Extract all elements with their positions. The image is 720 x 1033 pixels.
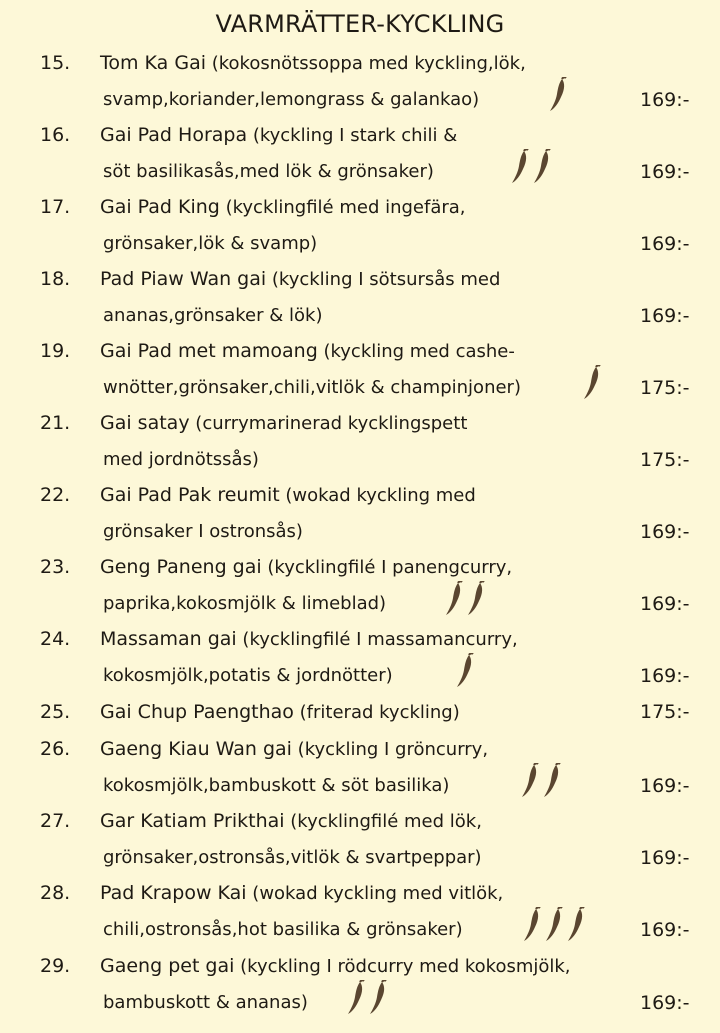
item-description-2: paprika,kokosmjölk & limeblad) bbox=[103, 593, 387, 614]
item-description-1: (kyckling I sötsursås med bbox=[266, 269, 501, 290]
item-description-1: (kycklingfilé I panengcurry, bbox=[261, 557, 513, 578]
item-line-1 bbox=[100, 52, 526, 74]
item-line-1 bbox=[100, 412, 467, 434]
chili-rating bbox=[548, 77, 568, 113]
item-name: Gai Pad King bbox=[100, 196, 220, 218]
item-number: 27. bbox=[40, 810, 71, 832]
item-description-2: grönsaker I ostronsås) bbox=[103, 521, 303, 542]
item-line-1 bbox=[100, 196, 466, 218]
item-description-1: (wokad kyckling med vitlök, bbox=[246, 883, 504, 904]
item-line-1 bbox=[100, 484, 476, 506]
item-price: 175:- bbox=[640, 449, 690, 471]
item-description-2: ananas,grönsaker & lök) bbox=[103, 305, 323, 326]
item-price: 169:- bbox=[640, 161, 690, 183]
item-number: 25. bbox=[40, 701, 71, 723]
item-line-1 bbox=[100, 882, 503, 904]
item-description-2: bambuskott & ananas) bbox=[103, 992, 308, 1013]
menu-title: VARMRÄTTER-KYCKLING bbox=[215, 10, 505, 38]
chili-rating bbox=[582, 365, 602, 401]
chili-pepper-icon bbox=[510, 149, 530, 185]
item-description-1: (kyckling I stark chili & bbox=[247, 125, 458, 146]
item-name: Pad Piaw Wan gai bbox=[100, 268, 267, 290]
item-description-1: (kycklingfilé med lök, bbox=[284, 811, 482, 832]
item-line-1 bbox=[100, 556, 512, 578]
item-number: 18. bbox=[40, 268, 71, 290]
chili-pepper-icon bbox=[582, 365, 602, 401]
item-description-1: (kyckling med cashe- bbox=[317, 341, 515, 362]
item-price: 169:- bbox=[640, 521, 690, 543]
item-price: 169:- bbox=[640, 992, 690, 1014]
item-description-2: grönsaker,ostronsås,vitlök & svartpeppar) bbox=[103, 847, 482, 868]
chili-pepper-icon bbox=[544, 907, 564, 943]
item-description-2: chili,ostronsås,hot basilika & grönsaker) bbox=[103, 919, 463, 940]
chili-pepper-icon bbox=[346, 980, 366, 1016]
item-line-1 bbox=[100, 701, 460, 723]
chili-rating bbox=[346, 980, 388, 1016]
item-name: Gai satay bbox=[100, 412, 190, 434]
item-description-1: (wokad kyckling med bbox=[279, 485, 476, 506]
item-description-2: wnötter,grönsaker,chili,vitlök & champinjoner) bbox=[103, 377, 521, 398]
item-name: Gaeng Kiau Wan gai bbox=[100, 738, 292, 760]
item-description-2: söt basilikasås,med lök & grönsaker) bbox=[103, 161, 434, 182]
item-number: 16. bbox=[40, 124, 71, 146]
chili-rating bbox=[520, 763, 562, 799]
chili-rating bbox=[455, 653, 475, 689]
item-name: Gaeng pet gai bbox=[100, 955, 235, 977]
item-line-1 bbox=[100, 340, 515, 362]
chili-pepper-icon bbox=[542, 763, 562, 799]
item-description-2: grönsaker,lök & svamp) bbox=[103, 233, 318, 254]
item-price: 169:- bbox=[640, 233, 690, 255]
item-description-2: kokosmjölk,potatis & jordnötter) bbox=[103, 665, 393, 686]
item-description-2: svamp,koriander,lemongrass & galankao) bbox=[103, 89, 480, 110]
item-price: 169:- bbox=[640, 775, 690, 797]
item-name: Tom Ka Gai bbox=[100, 52, 207, 74]
item-price: 175:- bbox=[640, 377, 690, 399]
item-name: Gai Pad met mamoang bbox=[100, 340, 318, 362]
item-price: 169:- bbox=[640, 919, 690, 941]
item-description-1: (kycklingfilé I massamancurry, bbox=[236, 629, 518, 650]
item-number: 23. bbox=[40, 556, 71, 578]
item-line-1 bbox=[100, 738, 488, 760]
item-description-2: med jordnötssås) bbox=[103, 449, 259, 470]
item-description-2: kokosmjölk,bambuskott & söt basilika) bbox=[103, 775, 450, 796]
item-price: 175:- bbox=[640, 701, 690, 723]
item-description-1: (friterad kyckling) bbox=[293, 702, 460, 723]
chili-rating bbox=[444, 581, 486, 617]
item-number: 26. bbox=[40, 738, 71, 760]
item-number: 21. bbox=[40, 412, 71, 434]
item-line-1 bbox=[100, 628, 518, 650]
item-number: 28. bbox=[40, 882, 71, 904]
item-line-1 bbox=[100, 124, 457, 146]
item-name: Geng Paneng gai bbox=[100, 556, 262, 578]
item-description-1: (currymarinerad kycklingspett bbox=[189, 413, 468, 434]
item-name: Gai Chup Paengthao bbox=[100, 701, 294, 723]
chili-pepper-icon bbox=[455, 653, 475, 689]
item-description-1: (kycklingfilé med ingefära, bbox=[219, 197, 466, 218]
chili-rating bbox=[522, 907, 586, 943]
chili-pepper-icon bbox=[566, 907, 586, 943]
item-name: Massaman gai bbox=[100, 628, 237, 650]
item-number: 19. bbox=[40, 340, 71, 362]
item-number: 22. bbox=[40, 484, 71, 506]
item-price: 169:- bbox=[640, 847, 690, 869]
item-price: 169:- bbox=[640, 665, 690, 687]
chili-pepper-icon bbox=[520, 763, 540, 799]
item-number: 24. bbox=[40, 628, 71, 650]
item-description-1: (kyckling I gröncurry, bbox=[291, 739, 489, 760]
item-price: 169:- bbox=[640, 593, 690, 615]
item-name: Gai Pad Pak reumit bbox=[100, 484, 280, 506]
item-number: 17. bbox=[40, 196, 71, 218]
item-name: Pad Krapow Kai bbox=[100, 882, 247, 904]
item-number: 29. bbox=[40, 955, 71, 977]
item-line-1 bbox=[100, 268, 500, 290]
chili-pepper-icon bbox=[532, 149, 552, 185]
item-number: 15. bbox=[40, 52, 71, 74]
item-description-1: (kyckling I rödcurry med kokosmjölk, bbox=[234, 956, 571, 977]
chili-pepper-icon bbox=[444, 581, 464, 617]
item-name: Gar Katiam Prikthai bbox=[100, 810, 285, 832]
item-line-1 bbox=[100, 810, 482, 832]
item-name: Gai Pad Horapa bbox=[100, 124, 248, 146]
item-description-1: (kokosnötssoppa med kyckling,lök, bbox=[206, 53, 526, 74]
chili-pepper-icon bbox=[368, 980, 388, 1016]
item-price: 169:- bbox=[640, 89, 690, 111]
item-line-1 bbox=[100, 955, 571, 977]
chili-pepper-icon bbox=[522, 907, 542, 943]
chili-rating bbox=[510, 149, 552, 185]
chili-pepper-icon bbox=[466, 581, 486, 617]
item-price: 169:- bbox=[640, 305, 690, 327]
chili-pepper-icon bbox=[548, 77, 568, 113]
